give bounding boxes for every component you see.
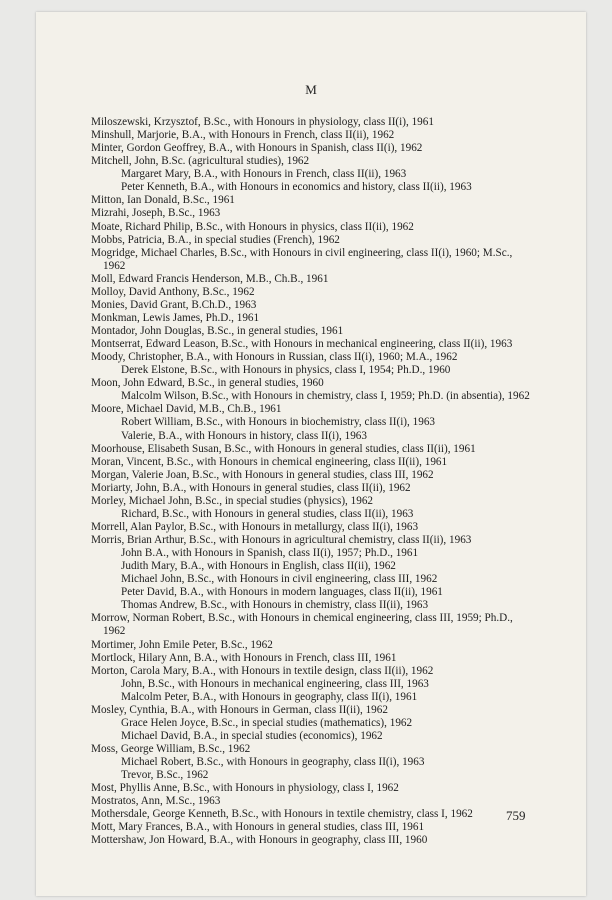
list-item: Peter Kenneth, B.A., with Honours in economics and history, class II(ii), 1963 xyxy=(121,181,472,194)
list-item: Moon, John Edward, B.Sc., in general studies, 1960 xyxy=(91,377,324,390)
list-item: Morrow, Norman Robert, B.Sc., with Honours in chemical engineering, class III, 1959; Ph.D., 1962 xyxy=(91,612,513,638)
list-item: John, B.Sc., with Honours in mechanical engineering, class III, 1963 xyxy=(121,677,429,690)
section-letter: M xyxy=(305,82,317,97)
list-item: Miloszewski, Krzysztof, B.Sc., with Honours in physiology, class II(i), 1961 xyxy=(91,116,434,128)
list-item: Mizrahi, Joseph, B.Sc., 1963 xyxy=(91,207,221,220)
list-item: Mortimer, John Emile Peter, B.Sc., 1962 xyxy=(91,638,273,651)
list-item: Moss, George William, B.Sc., 1962 xyxy=(91,743,251,755)
list-item: Moll, Edward Francis Henderson, M.B., Ch.B., 1961 xyxy=(91,272,329,285)
list-item: John B.A., with Honours in Spanish, class II(i), 1957; Ph.D., 1961 xyxy=(121,547,419,560)
list-item: Mottershaw, Jon Howard, B.A., with Honours in geography, class III, 1960 xyxy=(91,834,428,847)
list-item: Monkman, Lewis James, Ph.D., 1961 xyxy=(91,311,260,324)
list-item: Minter, Gordon Geoffrey, B.A., with Honours in Spanish, class II(i), 1962 xyxy=(91,142,423,155)
list-item: Grace Helen Joyce, B.Sc., in special studies (mathematics), 1962 xyxy=(121,716,413,729)
list-item: Minshull, Marjorie, B.A., with Honours in French, class II(ii), 1962 xyxy=(91,129,395,142)
list-item: Moate, Richard Philip, B.Sc., with Honours in physics, class II(ii), 1962 xyxy=(91,220,414,233)
list-item: Monies, David Grant, B.Ch.D., 1963 xyxy=(91,298,257,311)
list-item: Malcolm Wilson, B.Sc., with Honours in chemistry, class I, 1959; Ph.D. (in absentia), 1962 xyxy=(121,390,530,403)
list-item: Mitton, Ian Donald, B.Sc., 1961 xyxy=(91,194,235,207)
entry-list xyxy=(91,116,531,848)
list-item: Moran, Vincent, B.Sc., with Honours in chemical engineering, class II(ii), 1961 xyxy=(91,455,448,468)
list-item: Morrell, Alan Paylor, B.Sc., with Honours in metallurgy, class II(i), 1963 xyxy=(91,520,419,533)
list-item: Trevor, B.Sc., 1962 xyxy=(121,769,209,782)
list-item: Mogridge, Michael Charles, B.Sc., with Honours in civil engineering, class II(i), 1960; M.Sc., 1962 xyxy=(91,246,513,272)
page-number: 759 xyxy=(506,808,526,823)
document-page xyxy=(36,12,586,896)
list-item: Most, Phyllis Anne, B.Sc., with Honours in physiology, class I, 1962 xyxy=(91,782,399,795)
list-item: Richard, B.Sc., with Honours in general studies, class II(ii), 1963 xyxy=(121,507,414,520)
list-item: Moody, Christopher, B.A., with Honours in Russian, class II(i), 1960; M.A., 1962 xyxy=(91,351,458,364)
list-item: Moore, Michael David, M.B., Ch.B., 1961 xyxy=(91,403,282,416)
list-item: Morgan, Valerie Joan, B.Sc., with Honours in general studies, class III, 1962 xyxy=(91,468,434,481)
list-item: Judith Mary, B.A., with Honours in English, class II(ii), 1962 xyxy=(121,560,396,573)
list-item: Mitchell, John, B.Sc. (agricultural studies), 1962 xyxy=(91,155,310,168)
list-item: Mostratos, Ann, M.Sc., 1963 xyxy=(91,795,221,808)
list-item: Michael John, B.Sc., with Honours in civil engineering, class III, 1962 xyxy=(121,573,438,586)
list-item: Peter David, B.A., with Honours in modern languages, class II(ii), 1961 xyxy=(121,586,443,599)
list-item: Morley, Michael John, B.Sc., in special studies (physics), 1962 xyxy=(91,494,374,507)
list-item: Valerie, B.A., with Honours in history, class II(i), 1963 xyxy=(121,429,367,442)
list-item: Robert William, B.Sc., with Honours in biochemistry, class II(i), 1963 xyxy=(121,416,436,429)
list-item: Michael David, B.A., in special studies (economics), 1962 xyxy=(121,729,383,742)
list-item: Mott, Mary Frances, B.A., with Honours in general studies, class III, 1961 xyxy=(91,821,425,834)
list-item: Michael Robert, B.Sc., with Honours in geography, class II(i), 1963 xyxy=(121,756,425,769)
list-item: Derek Elstone, B.Sc., with Honours in physics, class I, 1954; Ph.D., 1960 xyxy=(121,364,451,377)
list-item: Margaret Mary, B.A., with Honours in French, class II(ii), 1963 xyxy=(121,168,407,181)
list-item: Moorhouse, Elisabeth Susan, B.Sc., with Honours in general studies, class II(ii), 1961 xyxy=(91,442,476,455)
list-item: Morton, Carola Mary, B.A., with Honours in textile design, class II(ii), 1962 xyxy=(91,664,434,677)
list-item: Montserrat, Edward Leason, B.Sc., with Honours in mechanical engineering, class II(ii), 1963 xyxy=(91,338,513,351)
list-item: Moriarty, John, B.A., with Honours in general studies, class II(ii), 1962 xyxy=(91,481,411,494)
list-item: Mortlock, Hilary Ann, B.A., with Honours in French, class III, 1961 xyxy=(91,651,397,664)
list-item: Morris, Brian Arthur, B.Sc., with Honours in agricultural chemistry, class II(ii), 1963 xyxy=(91,534,472,546)
list-item: Mothersdale, George Kenneth, B.Sc., with Honours in textile chemistry, class I, 1962 xyxy=(91,808,473,821)
list-item: Molloy, David Anthony, B.Sc., 1962 xyxy=(91,285,255,298)
list-item: Montador, John Douglas, B.Sc., in general studies, 1961 xyxy=(91,325,344,337)
list-item: Mobbs, Patricia, B.A., in special studies (French), 1962 xyxy=(91,233,340,246)
list-item: Thomas Andrew, B.Sc., with Honours in chemistry, class II(ii), 1963 xyxy=(121,599,429,612)
list-item: Malcolm Peter, B.A., with Honours in geography, class II(i), 1961 xyxy=(121,690,418,703)
list-item: Mosley, Cynthia, B.A., with Honours in German, class II(ii), 1962 xyxy=(91,703,388,716)
